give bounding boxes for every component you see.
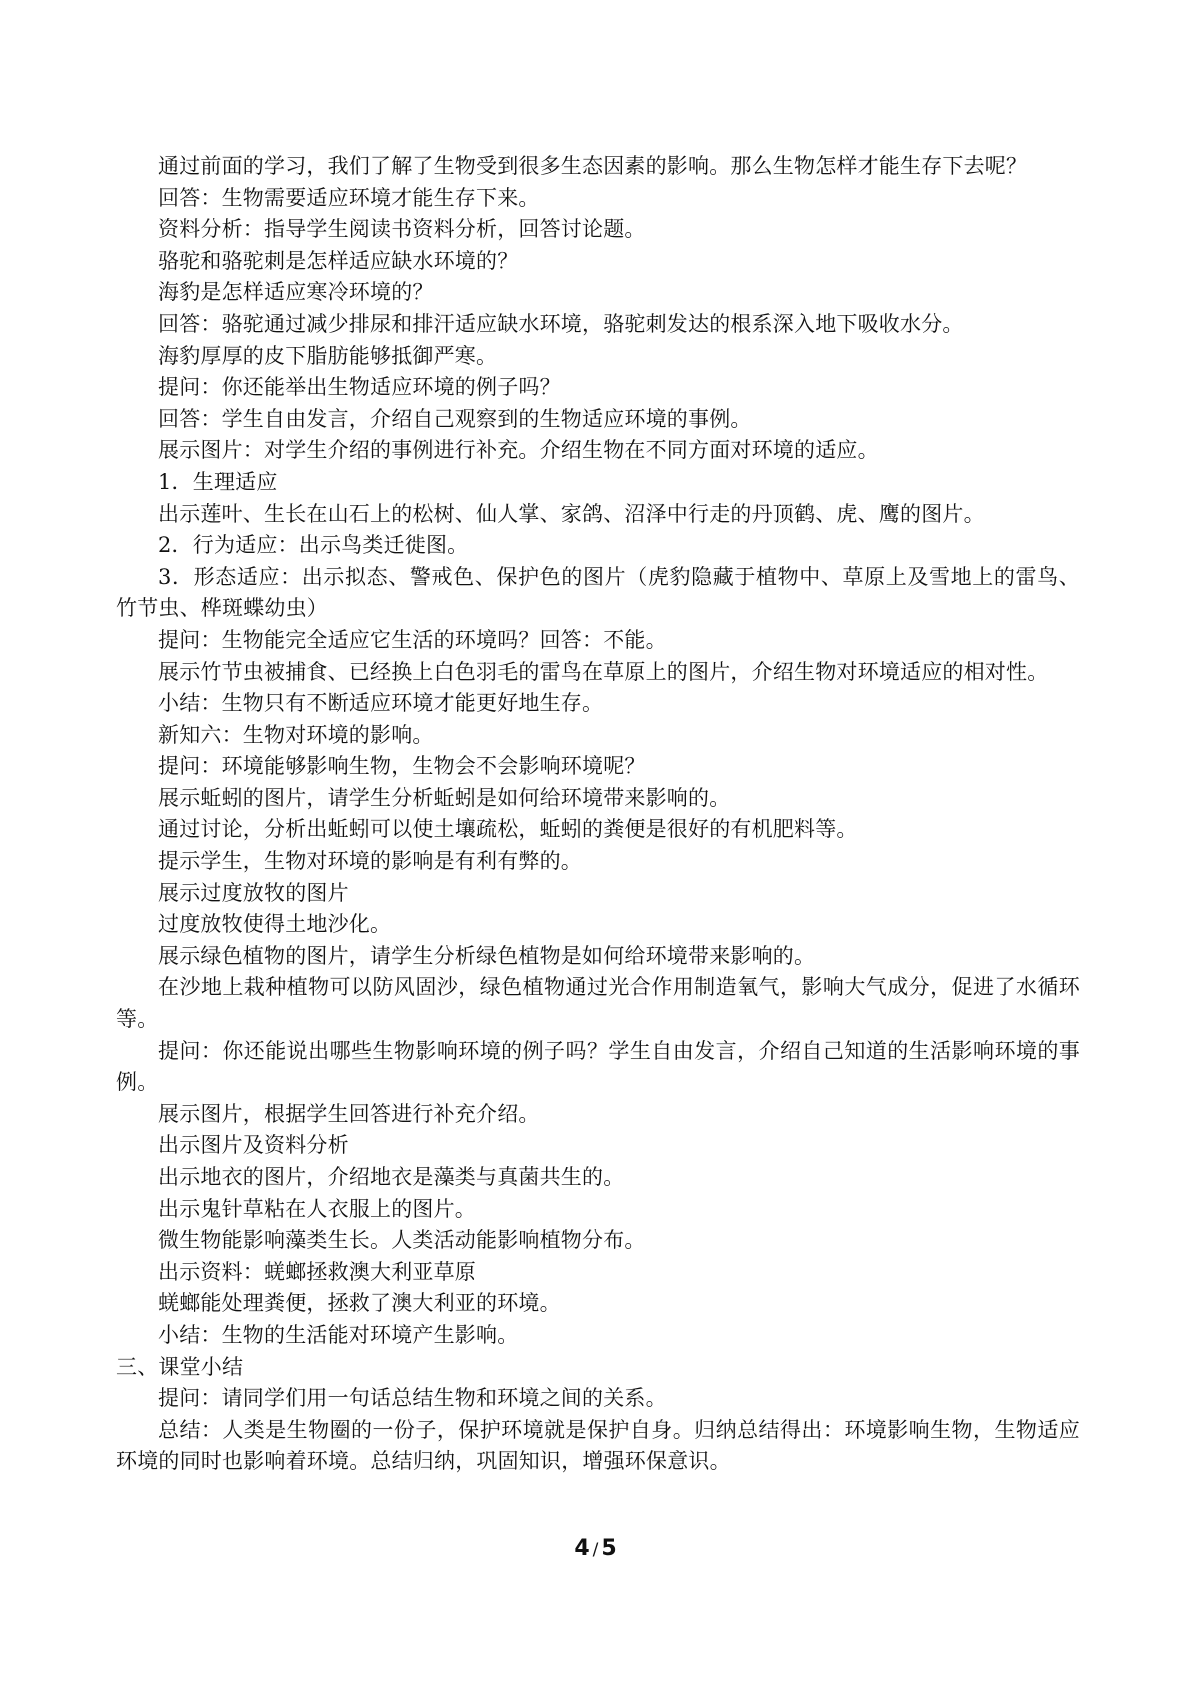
body-paragraph: 1．生理适应 [158, 469, 278, 494]
body-paragraph: 提问：请同学们用一句话总结生物和环境之间的关系。 [158, 1386, 667, 1411]
body-paragraph: 提问：你还能说出哪些生物影响环境的例子吗？学生自由发言，介绍自己知道的生活影响环境的事例。 [116, 1038, 1080, 1095]
body-paragraph: 海豹厚厚的皮下脂肪能够抵御严寒。 [158, 343, 498, 368]
body-paragraph: 提问：生物能完全适应它生活的环境吗？回答：不能。 [158, 627, 667, 652]
body-paragraph: 2．行为适应：出示鸟类迁徙图。 [158, 533, 469, 558]
page-number [0, 1536, 1191, 1561]
body-paragraph: 出示资料：蜣螂拯救澳大利亚草原 [158, 1259, 476, 1284]
body-paragraph: 提问：你还能举出生物适应环境的例子吗？ [158, 375, 561, 400]
body-paragraph: 展示图片，根据学生回答进行补充介绍。 [158, 1101, 540, 1126]
body-paragraph: 提示学生，生物对环境的影响是有利有弊的。 [158, 849, 582, 874]
body-paragraph: 展示图片：对学生介绍的事例进行补充。介绍生物在不同方面对环境的适应。 [158, 438, 879, 463]
body-paragraph: 出示莲叶、生长在山石上的松树、仙人掌、家鸽、沼泽中行走的丹顶鹤、虎、鹰的图片。 [158, 501, 985, 526]
body-paragraph: 在沙地上栽种植物可以防风固沙，绿色植物通过光合作用制造氧气，影响大气成分，促进了水循环等。 [116, 975, 1080, 1032]
body-paragraph: 出示鬼针草粘在人衣服上的图片。 [158, 1196, 476, 1221]
body-paragraph: 回答：骆驼通过减少排尿和排汗适应缺水环境，骆驼刺发达的根系深入地下吸收水分。 [158, 311, 964, 336]
body-paragraph: 3．形态适应：出示拟态、警戒色、保护色的图片（虎豹隐藏于植物中、草原上及雪地上的雷鸟、竹节虫、桦斑蝶幼虫） [116, 564, 1080, 621]
body-paragraph: 展示蚯蚓的图片，请学生分析蚯蚓是如何给环境带来影响的。 [158, 785, 731, 810]
body-paragraph: 展示竹节虫被捕食、已经换上白色羽毛的雷鸟在草原上的图片，介绍生物对环境适应的相对性。 [158, 659, 1049, 684]
total-page-count: 5 [601, 1536, 617, 1561]
body-paragraph: 海豹是怎样适应寒冷环境的？ [158, 280, 434, 305]
body-paragraph: 出示图片及资料分析 [158, 1133, 349, 1158]
current-page-number: 4 [574, 1536, 590, 1561]
page-number-separator: / [592, 1540, 599, 1560]
body-paragraph: 过度放牧使得土地沙化。 [158, 912, 392, 937]
body-paragraph: 回答：学生自由发言，介绍自己观察到的生物适应环境的事例。 [158, 406, 752, 431]
body-paragraph: 骆驼和骆驼刺是怎样适应缺水环境的？ [158, 248, 519, 273]
document-body [116, 151, 1080, 1478]
body-paragraph: 资料分析：指导学生阅读书资料分析，回答讨论题。 [158, 217, 646, 242]
body-paragraph: 出示地衣的图片，介绍地衣是藻类与真菌共生的。 [158, 1165, 625, 1189]
body-paragraph: 微生物能影响藻类生长。人类活动能影响植物分布。 [158, 1228, 646, 1253]
body-paragraph: 提问：环境能够影响生物，生物会不会影响环境呢？ [158, 754, 646, 779]
body-paragraph: 通过讨论，分析出蚯蚓可以使土壤疏松，蚯蚓的粪便是很好的有机肥料等。 [158, 817, 858, 842]
body-paragraph: 回答：生物需要适应环境才能生存下来。 [158, 185, 540, 210]
body-paragraph: 通过前面的学习，我们了解了生物受到很多生态因素的影响。那么生物怎样才能生存下去呢？ [158, 154, 1028, 178]
body-paragraph: 展示绿色植物的图片，请学生分析绿色植物是如何给环境带来影响的。 [158, 943, 816, 968]
body-paragraph: 蜣螂能处理粪便，拯救了澳大利亚的环境。 [158, 1291, 561, 1316]
body-paragraph: 小结：生物的生活能对环境产生影响。 [158, 1322, 519, 1347]
section-heading: 三、课堂小结 [116, 1354, 244, 1379]
body-paragraph: 展示过度放牧的图片 [158, 880, 349, 905]
body-paragraph: 小结：生物只有不断适应环境才能更好地生存。 [158, 691, 604, 716]
body-paragraph: 新知六：生物对环境的影响。 [158, 722, 434, 747]
body-paragraph: 总结：人类是生物圈的一份子，保护环境就是保护自身。归纳总结得出：环境影响生物，生物适应环境的同时也影响着环境。总结归纳，巩固知识，增强环保意识。 [116, 1417, 1080, 1474]
